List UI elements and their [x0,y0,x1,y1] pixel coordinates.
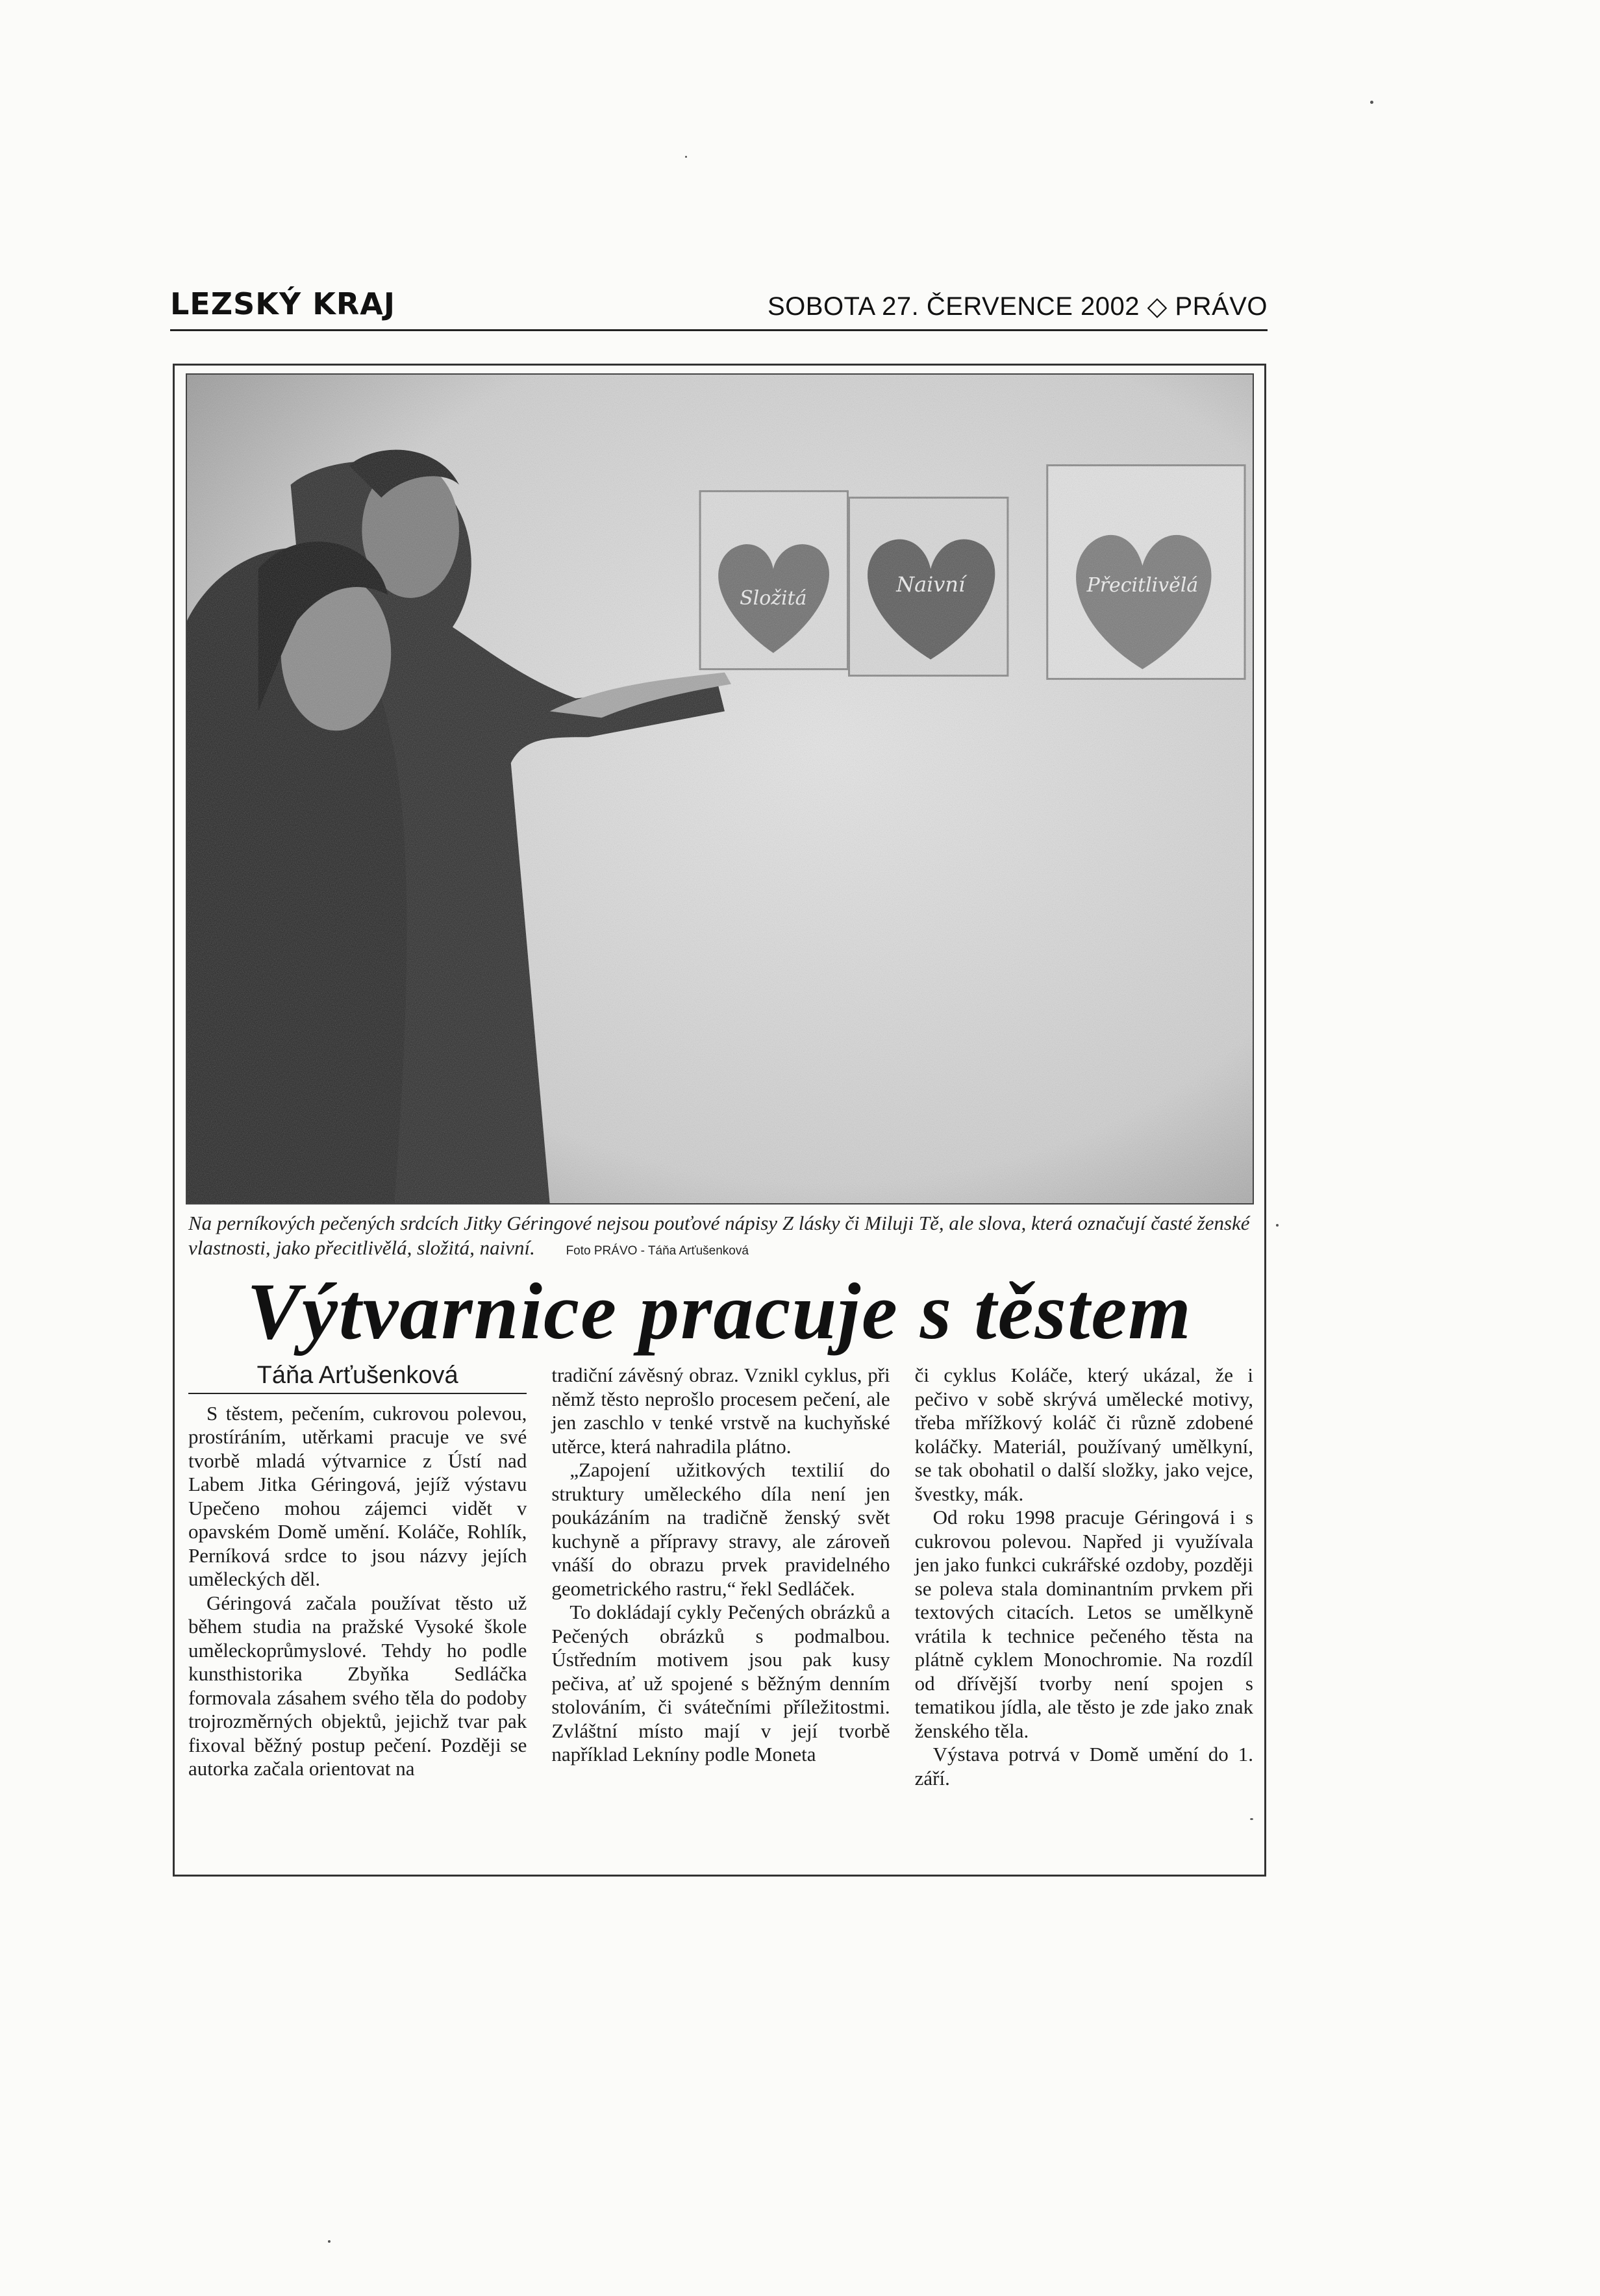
paragraph: tradiční závěsný obraz. Vznikl cyklus, při němž těsto neprošlo procesem pečení, ale jen zaschlo v tenké vrstvě na kuchyňské utěrce, která nahradila plátno. [551,1364,890,1458]
speck [328,2240,331,2243]
photo-credit: Foto PRÁVO - Táňa Arťušenková [566,1244,749,1258]
dateline: SOBOTA 27. ČERVENCE 2002 ◇ PRÁVO [767,292,1268,321]
column-3 [915,1364,1253,1790]
paragraph: Výstava potrvá v Domě umění do 1. září. [914,1743,1253,1790]
paragraph: Od roku 1998 pracuje Géringová i s cukrovou polevou. Napřed ji využívala jen jako funkci cukrářské ozdoby, později se poleva stala dominantním prvkem při textových citacích. Letos se umělkyně vrátila k technice pečeného těsta na plátně cyklem Monochromie. Na rozdíl od dřívější tvorby není spojen s tematikou jídla, ale těsto je zde jako znak ženského těla. [914,1506,1253,1742]
page-header [170,276,1268,331]
speck [685,156,687,158]
photo-illustration [187,375,1253,1203]
article-headline: Výtvarnice pracuje s těstem [247,1267,1192,1356]
article-body [188,1364,1253,1790]
speck [1250,1818,1253,1820]
speck [1370,101,1373,104]
paragraph: Géringová začala používat těsto už během studia na pražské Vysoké škole uměleckoprůmyslové. Tehdy ho podle kunsthistorika Zbyňka Sedláčka formovala zásahem svého těla do podoby trojrozměrných objektů, jejichž tvar pak fixoval běžný postup pečení. Později se autorka začala orientovat na [188,1591,527,1780]
photo-grain [187,375,1253,1203]
paragraph: či cyklus Koláče, který ukázal, že i pečivo v sobě skrývá umělecké motivy, třeba mřížkový koláč či různě zdobené koláčky. Materiál, používaný umělkyní, se tak obohatil o další složky, jako vejce, švestky, mák. [914,1364,1253,1505]
speck [1276,1224,1279,1227]
caption-text: Na perníkových pečených srdcích Jitky Géringové nejsou pouťové nápisy Z lásky či Miluji Tě, ale slova, která označují časté ženské vlastnosti, jako přecitlivělá, složitá, naivní. [188,1212,1250,1259]
paragraph: „Zapojení užitkových textilií do struktury uměleckého díla není jen poukázáním na tradičně ženský svět kuchyně a přípravy stravy, ale zároveň vnáší do obrazu prvek pravidelného geometrického rastru,“ řekl Sedláček. [551,1458,890,1600]
paragraph: To dokládají cykly Pečených obrázků a Pečených obrázků s podmalbou. Ústředním motivem jsou pak kusy pečiva, ať už spojené s běžným denním stolováním, či svátečními příležitostmi. Zvláštní místo mají v její tvorbě například Lekníny podle Moneta [551,1601,890,1766]
paragraph: S těstem, pečením, cukrovou polevou, prostíráním, utěrkami pracuje ve své tvorbě mladá výtvarnice z Ústí nad Labem Jitka Géringová, jejíž výstavu Upečeno mohou zájemci vidět v opavském Domě umění. Koláče, Rohlík, Perníková srdce to jsou názvy jejích uměleckých děl. [188,1401,527,1590]
article-photo [186,373,1254,1204]
photo-caption [188,1211,1260,1264]
section-name: LEZSKÝ KRAJ [170,286,395,321]
column-2 [551,1364,890,1790]
author-byline: Táňa Arťušenková [188,1364,527,1394]
column-1 [188,1364,527,1790]
